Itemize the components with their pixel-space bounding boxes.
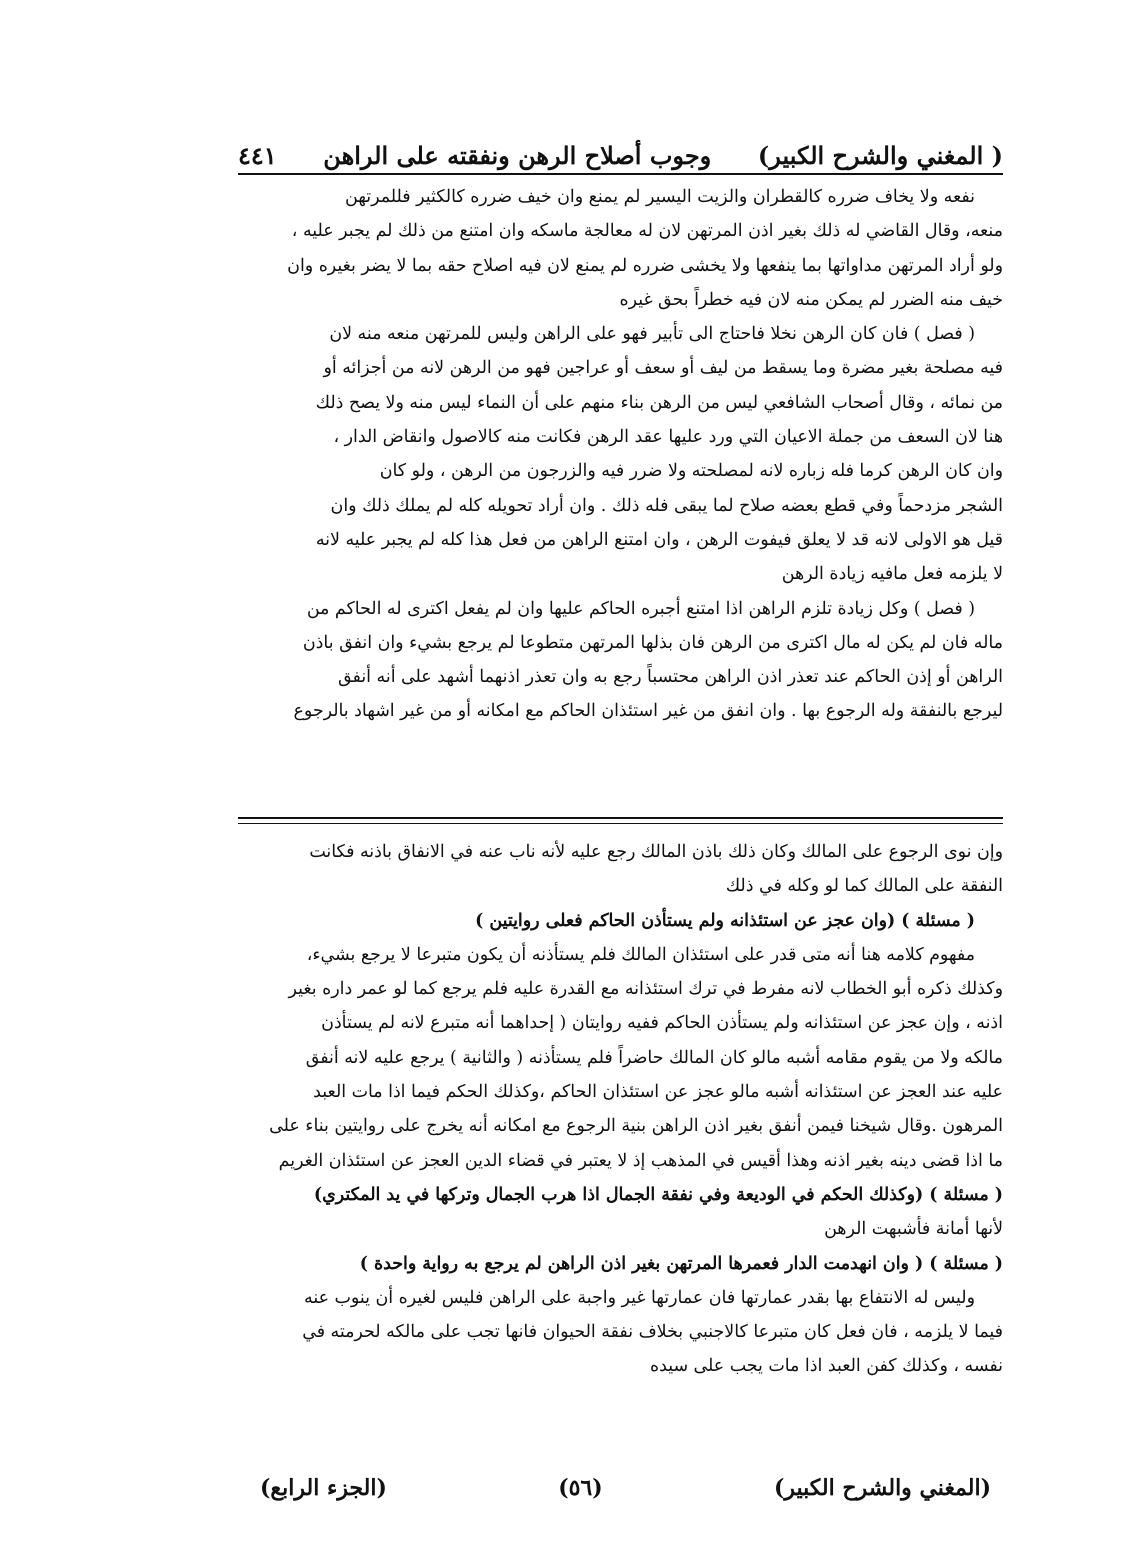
text-line: الراهن أو إذن الحاكم عند تعذر اذن الراهن محتسباً رجع به وان تعذر اذنهما أشهد على أنه أنفق [338, 667, 1003, 688]
text-line: فيما لا يلزمه ، فان فعل كان متبرعا كالاجنبي بخلاف نفقة الحيوان فانها تجب على مالكه لحرمته في [302, 1322, 1003, 1343]
text-line: ولو أراد المرتهن مداواتها بما ينفعها ولا يخشى ضرره لم يمنع لان فيه اصلاح حقه بما لا يضر بغيره وان [287, 255, 1003, 276]
page-header [238, 122, 1003, 170]
text-line: ليرجع بالنفقة وله الرجوع بها . وان انفق من غير استئذان الحاكم مع امكانه أو من غير اشهاد بالرجوع [293, 701, 1003, 722]
header-book-title: ( المغني والشرح الكبير) [757, 141, 1003, 170]
masala-heading: ( مسئلة ) (وكذلك الحكم في الوديعة وفي نفقة الجمال اذا هرب الجمال وتركها في يد المكتري) [313, 1184, 1003, 1205]
text-line: منعه، وقال القاضي له ذلك بغير اذن المرتهن لان له معالجة ماسكه وان امتنع من ذلك لم يجبر عليه ، [291, 221, 1003, 242]
text-line: عليه عند العجز عن استئذانه أشبه مالو عجز عن استئذان الحاكم ،وكذلك الحكم فيما اذا مات العبد [313, 1082, 1003, 1103]
text-line: المرهون .وقال شيخنا فيمن أنفق بغير اذن الراهن بنية الرجوع مع امكانه أنه يخرج على روايتين بناء على [269, 1116, 1003, 1137]
text-line: ما اذا قضى دينه بغير اذنه وهذا أقيس في المذهب إذ لا يعتبر في قضاء الدين العجز عن استئذان الغريم [278, 1150, 1003, 1171]
footer-volume: (الجزء الرابع) [260, 1475, 387, 1501]
masala-heading: ( مسئلة ) ( وان انهدمت الدار فعمرها المرتهن بغير اذن الراهن لم يرجع به رواية واحدة ) [359, 1253, 1003, 1274]
section-divider [238, 817, 1003, 819]
header-rule [238, 173, 1003, 175]
text-line: ( فصل ) فان كان الرهن نخلا فاحتاج الى تأبير فهو على الراهن وليس للمرتهن منعه منه لان [329, 324, 975, 345]
text-line: فيه مصلحة بغير مضرة وما يسقط من ليف أو سعف أو عراجين فهو من الرهن لانه من أجزائه أو [323, 358, 1003, 379]
text-line: من نمائه ، وقال أصحاب الشافعي ليس من الرهن بناء منهم على أن النماء ليس منه ولا يصح ذلك [315, 392, 1003, 413]
mughni-text-block [232, 835, 1003, 1384]
text-line: نفسه ، وكذلك كفن العبد اذا مات يجب على سيده [649, 1356, 1003, 1377]
text-line: وإن نوى الرجوع على المالك وكان ذلك باذن المالك رجع عليه لأنه ناب عنه في الانفاق باذنه فكانت [309, 842, 1003, 862]
text-line: وان كان الرهن كرما فله زباره لانه لمصلحته ولا ضرر فيه والزرجون من الرهن ، ولو كان [379, 461, 1003, 482]
text-line: قيل هو الاولى لانه قد لا يعلق فيفوت الرهن ، وان امتنع الراهن من فعل هذا كله لم يجبر عليه لانه [315, 529, 1003, 550]
text-line: لا يلزمه فعل مافيه زيادة الرهن [781, 564, 1003, 585]
text-line: نفعه ولا يخاف ضرره كالقطران والزيت اليسير لم يمنع وان خيف ضرره كالكثير فللمرتهن [345, 187, 975, 207]
header-page-number: ٤٤١ [238, 141, 277, 170]
text-line: مالكه ولا من يقوم مقامه أشبه مالو كان المالك حاضراً فلم يستأذنه ( والثانية ) يرجع عليه لانه أنفق [305, 1047, 1003, 1068]
text-line: لأنها أمانة فأشبهت الرهن [824, 1219, 1003, 1240]
text-line: الشجر مزدحماً وفي قطع بعضه صلاح لما يبقى فله ذلك . وان أراد تحويله كله لم يملك ذلك وان [330, 495, 1003, 516]
text-line: هنا لان السعف من جملة الاعيان التي ورد عليها عقد الرهن فكانت منه كالاصول وانقاض الدار ، [333, 427, 1003, 448]
text-line: النفقة على المالك كما لو وكله في ذلك [725, 876, 1003, 897]
text-line: ( فصل ) وكل زيادة تلزم الراهن اذا امتنع أجبره الحاكم عليها وان لم يفعل اكترى له الحاكم من [306, 598, 975, 619]
text-line: خيف منه الضرر لم يمكن منه لان فيه خطراً بحق غيره [619, 289, 1003, 310]
page-footer [260, 1468, 991, 1508]
footer-book-title: (المغني والشرح الكبير) [773, 1475, 991, 1501]
text-line: مفهوم كلامه هنا أنه متى قدر على استئذان المالك فلم يستأذنه أن يكون متبرعا لا يرجع بشيء، [306, 944, 975, 965]
sharh-text-block [232, 180, 1003, 729]
text-line: وكذلك ذكره أبو الخطاب لانه مفرط في ترك استئذانه مع القدرة عليه فلم يرجع كما لو عمر داره بغير [288, 979, 1003, 1000]
text-line: ماله فان لم يكن له مال اكترى من الرهن فان بذلها المرتهن متطوعا لم يرجع بشيء وان انفق باذن [302, 632, 1003, 653]
section-divider-thin [238, 823, 1003, 824]
masala-heading: ( مسئلة ) (وان عجز عن استئذانه ولم يستأذن الحاكم فعلى روايتين ) [475, 910, 975, 931]
footer-page-number: (٥٦) [558, 1475, 603, 1501]
text-line: اذنه ، وإن عجز عن استئذانه ولم يستأذن الحاكم ففيه روايتان ( إحداهما أنه متبرع لانه لم يستأذن [321, 1013, 1003, 1034]
text-line: وليس له الانتفاع بها بقدر عمارتها فان عمارتها غير واجبة على الراهن فليس لغيره أن ينوب عنه [304, 1287, 975, 1308]
header-section-title: وجوب أصلاح الرهن ونفقته على الراهن [323, 141, 712, 170]
